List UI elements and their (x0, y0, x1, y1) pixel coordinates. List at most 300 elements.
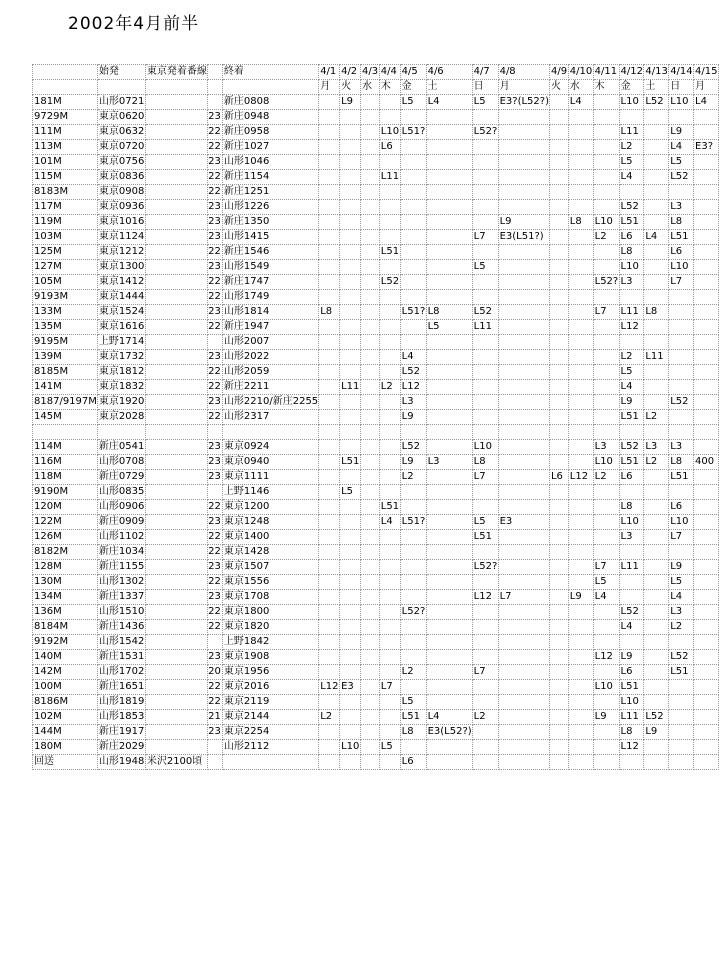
cell-origin[interactable]: 東京1212 (97, 245, 145, 260)
cell-origin[interactable]: 山形0906 (97, 500, 145, 515)
cell-day-4-13[interactable] (644, 365, 669, 380)
cell-day-4-15[interactable] (694, 635, 719, 650)
cell-tokyo-track[interactable]: 23 (207, 725, 222, 740)
cell-day-4-14[interactable] (669, 185, 694, 200)
cell-tokyo-track[interactable]: 23 (207, 260, 222, 275)
cell-day-4-4[interactable] (379, 755, 400, 770)
cell-day-4-12[interactable] (619, 545, 644, 560)
cell-day-4-2[interactable] (340, 155, 361, 170)
cell-day-4-5[interactable] (400, 590, 426, 605)
cell-day-4-13[interactable] (644, 380, 669, 395)
cell-day-4-4[interactable] (379, 455, 400, 470)
cell-origin[interactable]: 東京0836 (97, 170, 145, 185)
cell-day-4-8[interactable]: 4/8 (498, 65, 549, 80)
cell-day-4-2[interactable]: L10 (340, 740, 361, 755)
cell-tokyo-track[interactable]: 20 (207, 665, 222, 680)
cell-day-4-13[interactable] (644, 110, 669, 125)
cell-train-number[interactable]: 8185M (33, 365, 98, 380)
cell-day-4-4[interactable] (379, 350, 400, 365)
cell-day-4-4[interactable] (379, 260, 400, 275)
cell-day-4-13[interactable]: 土 (644, 80, 669, 95)
cell-day-4-6[interactable] (426, 200, 472, 215)
cell-terminal[interactable]: 上野1146 (222, 485, 318, 500)
cell-day-4-13[interactable]: L52 (644, 710, 669, 725)
cell-terminal[interactable]: 東京1708 (222, 590, 318, 605)
cell-day-4-1[interactable] (319, 200, 340, 215)
cell-day-4-6[interactable] (426, 755, 472, 770)
cell-day-4-7[interactable] (472, 185, 498, 200)
cell-terminal[interactable]: 東京1908 (222, 650, 318, 665)
cell-day-4-14[interactable]: L6 (669, 500, 694, 515)
cell-origin[interactable]: 新庄1034 (97, 545, 145, 560)
cell-day-4-13[interactable] (644, 155, 669, 170)
cell-tokyo-platform[interactable] (145, 320, 207, 335)
cell-tokyo-track[interactable]: 22 (207, 620, 222, 635)
cell-day-4-14[interactable]: L3 (669, 605, 694, 620)
cell-train-number[interactable]: 114M (33, 440, 98, 455)
cell-day-4-7[interactable] (472, 650, 498, 665)
cell-day-4-8[interactable] (498, 185, 549, 200)
cell-day-4-5[interactable]: L5 (400, 695, 426, 710)
cell-day-4-3[interactable] (360, 275, 379, 290)
cell-day-4-8[interactable] (498, 635, 549, 650)
cell-day-4-13[interactable]: L11 (644, 350, 669, 365)
cell-train-number[interactable]: 117M (33, 200, 98, 215)
cell-day-4-12[interactable] (619, 185, 644, 200)
cell-day-4-9[interactable] (549, 725, 568, 740)
cell-day-4-15[interactable] (694, 395, 719, 410)
cell-day-4-5[interactable] (400, 170, 426, 185)
cell-day-4-10[interactable]: L9 (568, 590, 593, 605)
cell-day-4-9[interactable] (549, 305, 568, 320)
cell-tokyo-platform[interactable]: 東京発着番線 (145, 65, 207, 80)
cell-day-4-12[interactable]: L10 (619, 515, 644, 530)
cell-day-4-8[interactable] (498, 620, 549, 635)
cell-day-4-11[interactable]: L9 (593, 710, 619, 725)
cell-day-4-8[interactable] (498, 605, 549, 620)
cell-day-4-12[interactable] (619, 590, 644, 605)
cell-day-4-14[interactable] (669, 350, 694, 365)
cell-day-4-14[interactable]: L10 (669, 515, 694, 530)
cell-day-4-2[interactable] (340, 320, 361, 335)
cell-tokyo-track[interactable]: 23 (207, 230, 222, 245)
cell-day-4-9[interactable] (549, 110, 568, 125)
cell-day-4-11[interactable] (593, 350, 619, 365)
cell-day-4-12[interactable]: L10 (619, 695, 644, 710)
cell-day-4-6[interactable] (426, 125, 472, 140)
cell-day-4-6[interactable] (426, 170, 472, 185)
cell-day-4-8[interactable] (498, 260, 549, 275)
cell-day-4-2[interactable] (340, 440, 361, 455)
cell-day-4-9[interactable] (549, 530, 568, 545)
cell-day-4-13[interactable]: L8 (644, 305, 669, 320)
cell-day-4-2[interactable] (340, 305, 361, 320)
cell-train-number[interactable]: 100M (33, 680, 98, 695)
cell-terminal[interactable]: 山形1226 (222, 200, 318, 215)
cell-terminal[interactable]: 山形2059 (222, 365, 318, 380)
cell-day-4-15[interactable] (694, 710, 719, 725)
cell-day-4-13[interactable] (644, 665, 669, 680)
cell-day-4-1[interactable] (319, 410, 340, 425)
cell-day-4-1[interactable] (319, 170, 340, 185)
cell-day-4-5[interactable] (400, 245, 426, 260)
cell-day-4-4[interactable] (379, 725, 400, 740)
cell-day-4-11[interactable] (593, 380, 619, 395)
cell-day-4-8[interactable]: E3?(L52?) (498, 95, 549, 110)
cell-day-4-8[interactable] (498, 755, 549, 770)
cell-day-4-5[interactable] (400, 140, 426, 155)
cell-day-4-6[interactable] (426, 665, 472, 680)
cell-day-4-1[interactable] (319, 635, 340, 650)
cell-day-4-12[interactable]: L5 (619, 155, 644, 170)
cell-day-4-1[interactable] (319, 275, 340, 290)
cell-day-4-15[interactable] (694, 305, 719, 320)
cell-day-4-6[interactable] (426, 590, 472, 605)
cell-day-4-11[interactable] (593, 320, 619, 335)
cell-day-4-14[interactable] (669, 305, 694, 320)
cell-day-4-10[interactable]: L12 (568, 470, 593, 485)
cell-day-4-8[interactable]: 月 (498, 80, 549, 95)
cell-day-4-5[interactable] (400, 635, 426, 650)
cell-tokyo-track[interactable] (207, 740, 222, 755)
cell-day-4-15[interactable] (694, 365, 719, 380)
cell-day-4-15[interactable] (694, 320, 719, 335)
cell-day-4-7[interactable]: L52? (472, 125, 498, 140)
cell-day-4-3[interactable] (360, 635, 379, 650)
cell-day-4-14[interactable]: L3 (669, 200, 694, 215)
cell-day-4-10[interactable] (568, 755, 593, 770)
cell-day-4-4[interactable]: L52 (379, 275, 400, 290)
cell-terminal[interactable]: 東京2016 (222, 680, 318, 695)
cell-day-4-14[interactable] (669, 740, 694, 755)
cell-day-4-10[interactable] (568, 455, 593, 470)
cell-day-4-8[interactable] (498, 320, 549, 335)
cell-day-4-11[interactable] (593, 335, 619, 350)
cell-day-4-4[interactable]: L11 (379, 170, 400, 185)
cell-day-4-8[interactable] (498, 695, 549, 710)
cell-day-4-6[interactable] (426, 425, 472, 440)
cell-day-4-8[interactable] (498, 305, 549, 320)
cell-day-4-9[interactable] (549, 275, 568, 290)
cell-terminal[interactable]: 終着 (222, 65, 318, 80)
cell-day-4-15[interactable] (694, 335, 719, 350)
cell-tokyo-track[interactable]: 23 (207, 305, 222, 320)
cell-day-4-9[interactable] (549, 590, 568, 605)
cell-day-4-3[interactable] (360, 230, 379, 245)
cell-day-4-2[interactable]: L9 (340, 95, 361, 110)
cell-origin[interactable]: 新庄1917 (97, 725, 145, 740)
cell-day-4-2[interactable] (340, 275, 361, 290)
cell-tokyo-track[interactable]: 22 (207, 500, 222, 515)
cell-train-number[interactable]: 140M (33, 650, 98, 665)
cell-day-4-6[interactable] (426, 365, 472, 380)
cell-day-4-9[interactable] (549, 290, 568, 305)
cell-train-number[interactable]: 8184M (33, 620, 98, 635)
cell-train-number[interactable] (33, 425, 98, 440)
cell-day-4-14[interactable] (669, 290, 694, 305)
cell-day-4-1[interactable] (319, 350, 340, 365)
cell-day-4-8[interactable] (498, 575, 549, 590)
cell-day-4-5[interactable]: L6 (400, 755, 426, 770)
cell-day-4-12[interactable]: L52 (619, 605, 644, 620)
cell-day-4-1[interactable] (319, 740, 340, 755)
cell-day-4-12[interactable]: L9 (619, 650, 644, 665)
cell-day-4-4[interactable] (379, 635, 400, 650)
cell-day-4-5[interactable] (400, 290, 426, 305)
cell-day-4-15[interactable] (694, 110, 719, 125)
cell-day-4-2[interactable] (340, 245, 361, 260)
cell-terminal[interactable]: 東京0924 (222, 440, 318, 455)
cell-day-4-12[interactable]: L9 (619, 395, 644, 410)
cell-day-4-11[interactable]: L5 (593, 575, 619, 590)
cell-day-4-14[interactable]: L51 (669, 230, 694, 245)
cell-train-number[interactable]: 9729M (33, 110, 98, 125)
cell-day-4-5[interactable] (400, 275, 426, 290)
cell-day-4-3[interactable] (360, 620, 379, 635)
cell-day-4-14[interactable] (669, 545, 694, 560)
cell-day-4-12[interactable]: L10 (619, 95, 644, 110)
cell-tokyo-platform[interactable] (145, 290, 207, 305)
cell-day-4-4[interactable] (379, 590, 400, 605)
cell-tokyo-track[interactable]: 22 (207, 185, 222, 200)
cell-day-4-3[interactable] (360, 395, 379, 410)
cell-day-4-12[interactable] (619, 425, 644, 440)
cell-tokyo-track[interactable]: 22 (207, 170, 222, 185)
cell-terminal[interactable]: 山形1814 (222, 305, 318, 320)
cell-day-4-11[interactable] (593, 620, 619, 635)
cell-terminal[interactable]: 新庄1947 (222, 320, 318, 335)
cell-day-4-3[interactable] (360, 515, 379, 530)
cell-day-4-10[interactable] (568, 635, 593, 650)
cell-day-4-10[interactable] (568, 665, 593, 680)
cell-day-4-4[interactable] (379, 185, 400, 200)
cell-origin[interactable] (97, 425, 145, 440)
cell-tokyo-platform[interactable] (145, 275, 207, 290)
cell-day-4-7[interactable]: L52? (472, 560, 498, 575)
cell-day-4-13[interactable] (644, 395, 669, 410)
cell-day-4-8[interactable] (498, 365, 549, 380)
cell-tokyo-platform[interactable] (145, 575, 207, 590)
cell-tokyo-track[interactable] (207, 95, 222, 110)
cell-day-4-9[interactable]: 4/9 (549, 65, 568, 80)
cell-day-4-3[interactable]: 4/3 (360, 65, 379, 80)
cell-day-4-12[interactable]: L12 (619, 740, 644, 755)
cell-day-4-5[interactable]: 金 (400, 80, 426, 95)
cell-day-4-6[interactable] (426, 530, 472, 545)
cell-day-4-13[interactable] (644, 590, 669, 605)
cell-day-4-14[interactable]: L10 (669, 95, 694, 110)
cell-day-4-10[interactable] (568, 395, 593, 410)
cell-day-4-11[interactable] (593, 365, 619, 380)
cell-day-4-9[interactable] (549, 410, 568, 425)
cell-day-4-15[interactable] (694, 200, 719, 215)
cell-tokyo-track[interactable] (207, 335, 222, 350)
cell-day-4-6[interactable] (426, 395, 472, 410)
cell-day-4-14[interactable] (669, 335, 694, 350)
cell-tokyo-platform[interactable] (145, 155, 207, 170)
cell-day-4-2[interactable] (340, 725, 361, 740)
cell-tokyo-track[interactable]: 23 (207, 200, 222, 215)
cell-day-4-10[interactable] (568, 365, 593, 380)
cell-day-4-10[interactable] (568, 575, 593, 590)
cell-tokyo-platform[interactable] (145, 110, 207, 125)
cell-day-4-15[interactable]: L4 (694, 95, 719, 110)
cell-day-4-5[interactable] (400, 260, 426, 275)
cell-day-4-10[interactable] (568, 425, 593, 440)
cell-day-4-13[interactable] (644, 650, 669, 665)
cell-day-4-6[interactable] (426, 155, 472, 170)
cell-tokyo-track[interactable] (207, 755, 222, 770)
cell-day-4-10[interactable] (568, 305, 593, 320)
cell-day-4-3[interactable] (360, 560, 379, 575)
cell-tokyo-track[interactable] (207, 635, 222, 650)
cell-day-4-12[interactable]: L11 (619, 710, 644, 725)
cell-day-4-13[interactable]: L52 (644, 95, 669, 110)
cell-day-4-4[interactable] (379, 95, 400, 110)
cell-train-number[interactable]: 120M (33, 500, 98, 515)
cell-day-4-10[interactable] (568, 410, 593, 425)
cell-day-4-9[interactable] (549, 185, 568, 200)
cell-day-4-9[interactable] (549, 230, 568, 245)
cell-day-4-11[interactable] (593, 200, 619, 215)
cell-tokyo-platform[interactable] (145, 80, 207, 95)
cell-terminal[interactable]: 東京1111 (222, 470, 318, 485)
cell-day-4-15[interactable] (694, 350, 719, 365)
cell-day-4-8[interactable] (498, 455, 549, 470)
cell-day-4-11[interactable] (593, 515, 619, 530)
cell-day-4-9[interactable] (549, 485, 568, 500)
cell-day-4-5[interactable] (400, 560, 426, 575)
cell-train-number[interactable]: 8182M (33, 545, 98, 560)
cell-day-4-6[interactable] (426, 185, 472, 200)
cell-day-4-10[interactable] (568, 260, 593, 275)
cell-day-4-12[interactable]: L2 (619, 140, 644, 155)
cell-day-4-14[interactable]: L4 (669, 590, 694, 605)
cell-day-4-3[interactable] (360, 290, 379, 305)
cell-day-4-8[interactable] (498, 500, 549, 515)
cell-day-4-8[interactable] (498, 650, 549, 665)
cell-terminal[interactable]: 東京1428 (222, 545, 318, 560)
cell-terminal[interactable]: 新庄1546 (222, 245, 318, 260)
cell-tokyo-track[interactable]: 22 (207, 140, 222, 155)
cell-day-4-1[interactable]: 4/1 (319, 65, 340, 80)
cell-day-4-1[interactable] (319, 335, 340, 350)
cell-day-4-7[interactable]: L52 (472, 305, 498, 320)
cell-day-4-13[interactable] (644, 695, 669, 710)
cell-day-4-9[interactable] (549, 215, 568, 230)
cell-origin[interactable] (97, 80, 145, 95)
cell-day-4-4[interactable] (379, 320, 400, 335)
cell-day-4-5[interactable] (400, 215, 426, 230)
cell-day-4-15[interactable]: 4/15 (694, 65, 719, 80)
cell-terminal[interactable]: 東京1507 (222, 560, 318, 575)
cell-train-number[interactable]: 139M (33, 350, 98, 365)
cell-day-4-9[interactable] (549, 125, 568, 140)
cell-day-4-14[interactable]: L8 (669, 455, 694, 470)
cell-day-4-3[interactable] (360, 320, 379, 335)
cell-tokyo-platform[interactable] (145, 680, 207, 695)
cell-train-number[interactable]: 113M (33, 140, 98, 155)
cell-terminal[interactable]: 東京1956 (222, 665, 318, 680)
cell-tokyo-platform[interactable] (145, 95, 207, 110)
cell-day-4-7[interactable] (472, 350, 498, 365)
cell-day-4-4[interactable] (379, 230, 400, 245)
cell-tokyo-track[interactable] (207, 485, 222, 500)
cell-day-4-1[interactable] (319, 110, 340, 125)
cell-day-4-12[interactable] (619, 575, 644, 590)
cell-tokyo-platform[interactable] (145, 125, 207, 140)
cell-day-4-2[interactable] (340, 125, 361, 140)
cell-tokyo-platform[interactable] (145, 185, 207, 200)
cell-day-4-4[interactable]: L4 (379, 515, 400, 530)
cell-day-4-5[interactable] (400, 185, 426, 200)
cell-day-4-9[interactable] (549, 440, 568, 455)
cell-tokyo-platform[interactable] (145, 395, 207, 410)
cell-day-4-1[interactable] (319, 380, 340, 395)
cell-day-4-12[interactable]: L51 (619, 455, 644, 470)
cell-terminal[interactable] (222, 755, 318, 770)
cell-tokyo-track[interactable]: 22 (207, 575, 222, 590)
cell-day-4-14[interactable]: L52 (669, 650, 694, 665)
cell-day-4-7[interactable]: L7 (472, 470, 498, 485)
cell-day-4-4[interactable] (379, 155, 400, 170)
cell-day-4-13[interactable]: L4 (644, 230, 669, 245)
cell-day-4-9[interactable] (549, 695, 568, 710)
cell-origin[interactable]: 東京2028 (97, 410, 145, 425)
cell-day-4-13[interactable] (644, 185, 669, 200)
cell-day-4-7[interactable] (472, 500, 498, 515)
cell-day-4-2[interactable] (340, 500, 361, 515)
cell-day-4-1[interactable] (319, 605, 340, 620)
cell-day-4-5[interactable]: L52? (400, 605, 426, 620)
cell-train-number[interactable]: 118M (33, 470, 98, 485)
cell-tokyo-platform[interactable] (145, 215, 207, 230)
cell-day-4-13[interactable]: 4/13 (644, 65, 669, 80)
cell-origin[interactable]: 山形0835 (97, 485, 145, 500)
cell-day-4-6[interactable]: L3 (426, 455, 472, 470)
cell-terminal[interactable]: 山形1046 (222, 155, 318, 170)
cell-day-4-2[interactable] (340, 620, 361, 635)
cell-tokyo-track[interactable]: 23 (207, 515, 222, 530)
cell-day-4-1[interactable] (319, 755, 340, 770)
cell-origin[interactable]: 東京0620 (97, 110, 145, 125)
cell-day-4-4[interactable] (379, 605, 400, 620)
cell-day-4-15[interactable] (694, 170, 719, 185)
cell-day-4-10[interactable] (568, 125, 593, 140)
cell-day-4-7[interactable] (472, 755, 498, 770)
cell-day-4-11[interactable] (593, 725, 619, 740)
cell-day-4-4[interactable] (379, 650, 400, 665)
cell-tokyo-platform[interactable] (145, 560, 207, 575)
cell-day-4-3[interactable] (360, 545, 379, 560)
cell-day-4-9[interactable] (549, 365, 568, 380)
cell-train-number[interactable]: 102M (33, 710, 98, 725)
cell-day-4-6[interactable] (426, 140, 472, 155)
cell-day-4-8[interactable] (498, 155, 549, 170)
cell-day-4-2[interactable] (340, 350, 361, 365)
cell-day-4-5[interactable]: L51? (400, 515, 426, 530)
cell-day-4-15[interactable] (694, 590, 719, 605)
cell-day-4-13[interactable] (644, 275, 669, 290)
cell-day-4-7[interactable]: 日 (472, 80, 498, 95)
cell-day-4-1[interactable]: L8 (319, 305, 340, 320)
cell-day-4-4[interactable] (379, 215, 400, 230)
cell-day-4-15[interactable] (694, 410, 719, 425)
cell-day-4-1[interactable] (319, 245, 340, 260)
cell-day-4-7[interactable] (472, 725, 498, 740)
cell-origin[interactable]: 山形0721 (97, 95, 145, 110)
cell-day-4-1[interactable] (319, 590, 340, 605)
